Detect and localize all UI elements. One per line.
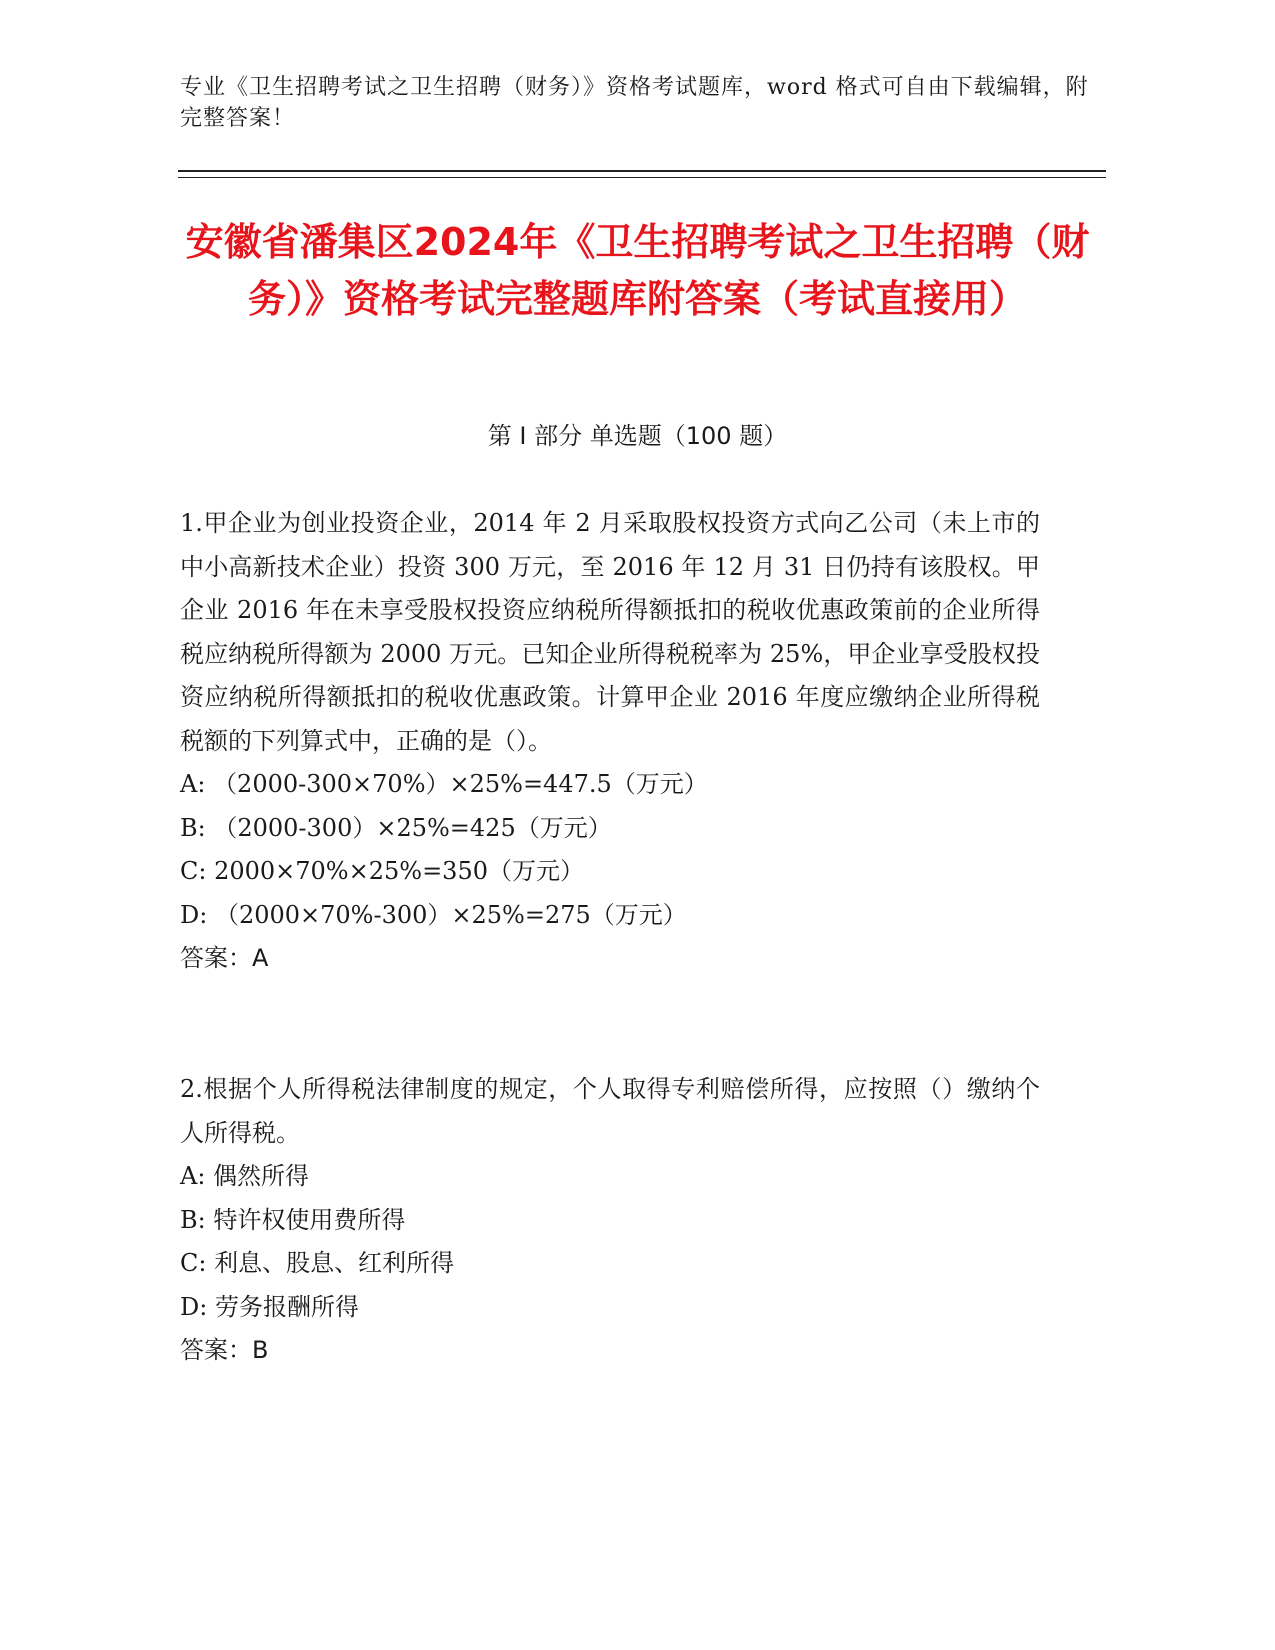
option-b: B: 特许权使用费所得 <box>180 1205 406 1234</box>
option-c: C: 2000×70%×25%=350（万元） <box>180 857 584 885</box>
question-stem: 1.甲企业为创业投资企业，2014 年 2 月采取股权投资方式向乙公司（未上市的中小高新技术企业）投资 300 万元，至 2016 年 12 月 31 日仍持有该股权。甲企业 2016 年在未享受股权投资应纳税所得额抵扣的税收优惠政策前的企业所得税应纳税所得额为 2000 万元。已知企业所得税税率为 25%，甲企业享受股权投资应纳税所得额抵扣的税收优惠政策。计算甲企业 2016 年度应缴纳企业所得税税额的下列算式中，正确的是（）。 <box>180 509 1040 755</box>
section-title: 第 I 部分 单选题（100 题） <box>487 422 788 450</box>
option-d: D: 劳务报酬所得 <box>180 1292 359 1321</box>
option-c: C: 利息、股息、红利所得 <box>180 1249 455 1277</box>
question-1 <box>180 502 1040 981</box>
question-stem: 2.根据个人所得税法律制度的规定，个人取得专利赔偿所得，应按照（）缴纳个人所得税。 <box>180 1075 1040 1147</box>
document-title: 安徽省潘集区2024年《卫生招聘考试之卫生招聘（财务）》资格考试完整题库附答案（考试直接用） <box>185 220 1090 321</box>
option-b: B: （2000-300）×25%=425（万元） <box>180 813 612 842</box>
answer: 答案：A <box>180 944 269 972</box>
option-a: A: （2000-300×70%）×25%=447.5（万元） <box>180 770 708 798</box>
question-2 <box>180 1068 1040 1373</box>
option-a: A: 偶然所得 <box>180 1162 310 1190</box>
option-d: D: （2000×70%-300）×25%=275（万元） <box>180 900 687 929</box>
header-note: 专业《卫生招聘考试之卫生招聘（财务）》资格考试题库，word 格式可自由下载编辑，附完整答案！ <box>180 75 1089 131</box>
header-rule-thick <box>178 170 1106 172</box>
answer: 答案：B <box>180 1336 269 1364</box>
header-rule-thin <box>178 177 1106 178</box>
